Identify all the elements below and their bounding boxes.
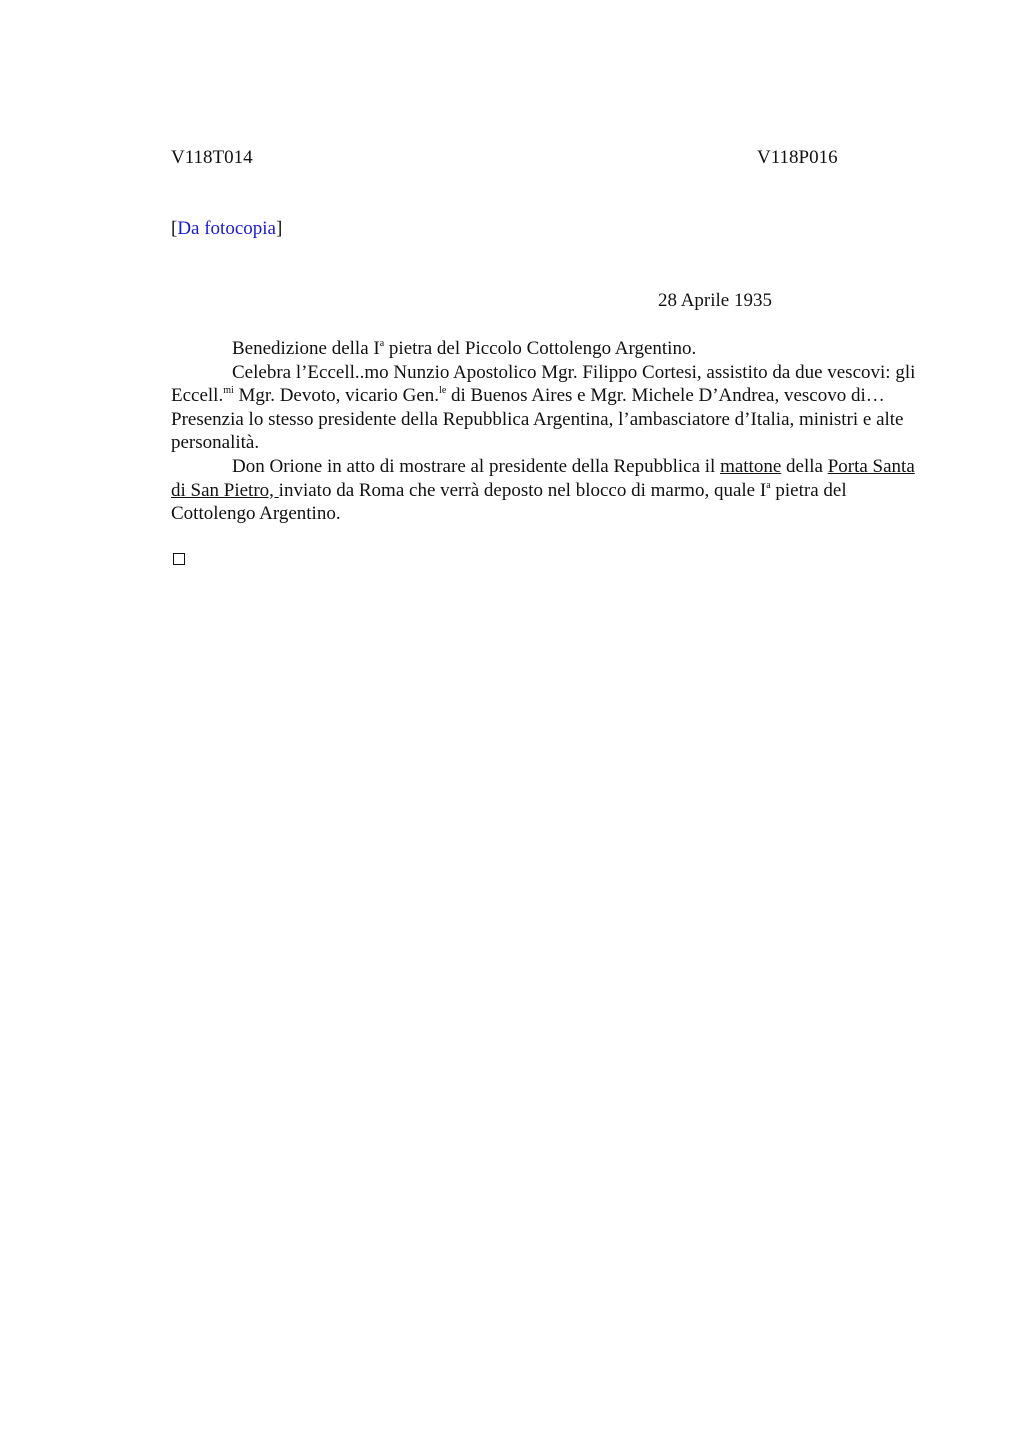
superscript: mi: [223, 385, 234, 397]
paragraph-text: Celebra l’Eccell..mo Nunzio Apostolico Mgr. Filippo Cortesi, assistito da due vescovi: gli Eccell.: [171, 361, 916, 407]
paragraph-text: inviato da Roma che verrà deposto nel blocco di marmo, quale I: [278, 479, 767, 501]
source-link[interactable]: Da fotocopia: [177, 218, 276, 239]
paragraph-text: Don Orione in atto di mostrare al presidente della Repubblica il: [232, 455, 721, 477]
paragraph-text: Presenzia lo stesso presidente della Repubblica Argentina, l’ambasciatore d’Italia, ministri e alte personalità.: [171, 408, 904, 454]
paragraph-text: della: [781, 455, 828, 477]
paragraph-text: di Buenos Aires e Mgr. Michele D’Andrea, vescovo di…: [446, 385, 885, 407]
source-note: [171, 217, 282, 241]
square-outline-icon: [173, 553, 185, 565]
paragraph-don-orione: [171, 455, 931, 526]
paragraph-text: Mgr. Devoto, vicario Gen.: [233, 385, 440, 407]
paragraph-text: Benedizione della I: [232, 338, 380, 359]
underlined-text: Porta Santa di San Pietro,: [171, 455, 915, 501]
document-code-right: V118P016: [757, 147, 838, 168]
source-open-bracket: [: [171, 218, 178, 239]
paragraph-blessing: [171, 337, 931, 361]
underlined-text: mattone: [720, 455, 782, 477]
paragraph-text: pietra del Cottolengo Argentino.: [171, 479, 847, 525]
document-code-left: V118T014: [171, 147, 253, 168]
paragraph-text: pietra del Piccolo Cottolengo Argentino.: [384, 338, 697, 359]
document-date: 28 Aprile 1935: [658, 290, 772, 311]
superscript: a: [766, 479, 771, 491]
source-close-bracket: ]: [275, 218, 283, 239]
document-body: [171, 337, 931, 526]
paragraph-celebration: [171, 361, 931, 455]
superscript: le: [439, 385, 447, 397]
superscript: a: [379, 338, 385, 349]
